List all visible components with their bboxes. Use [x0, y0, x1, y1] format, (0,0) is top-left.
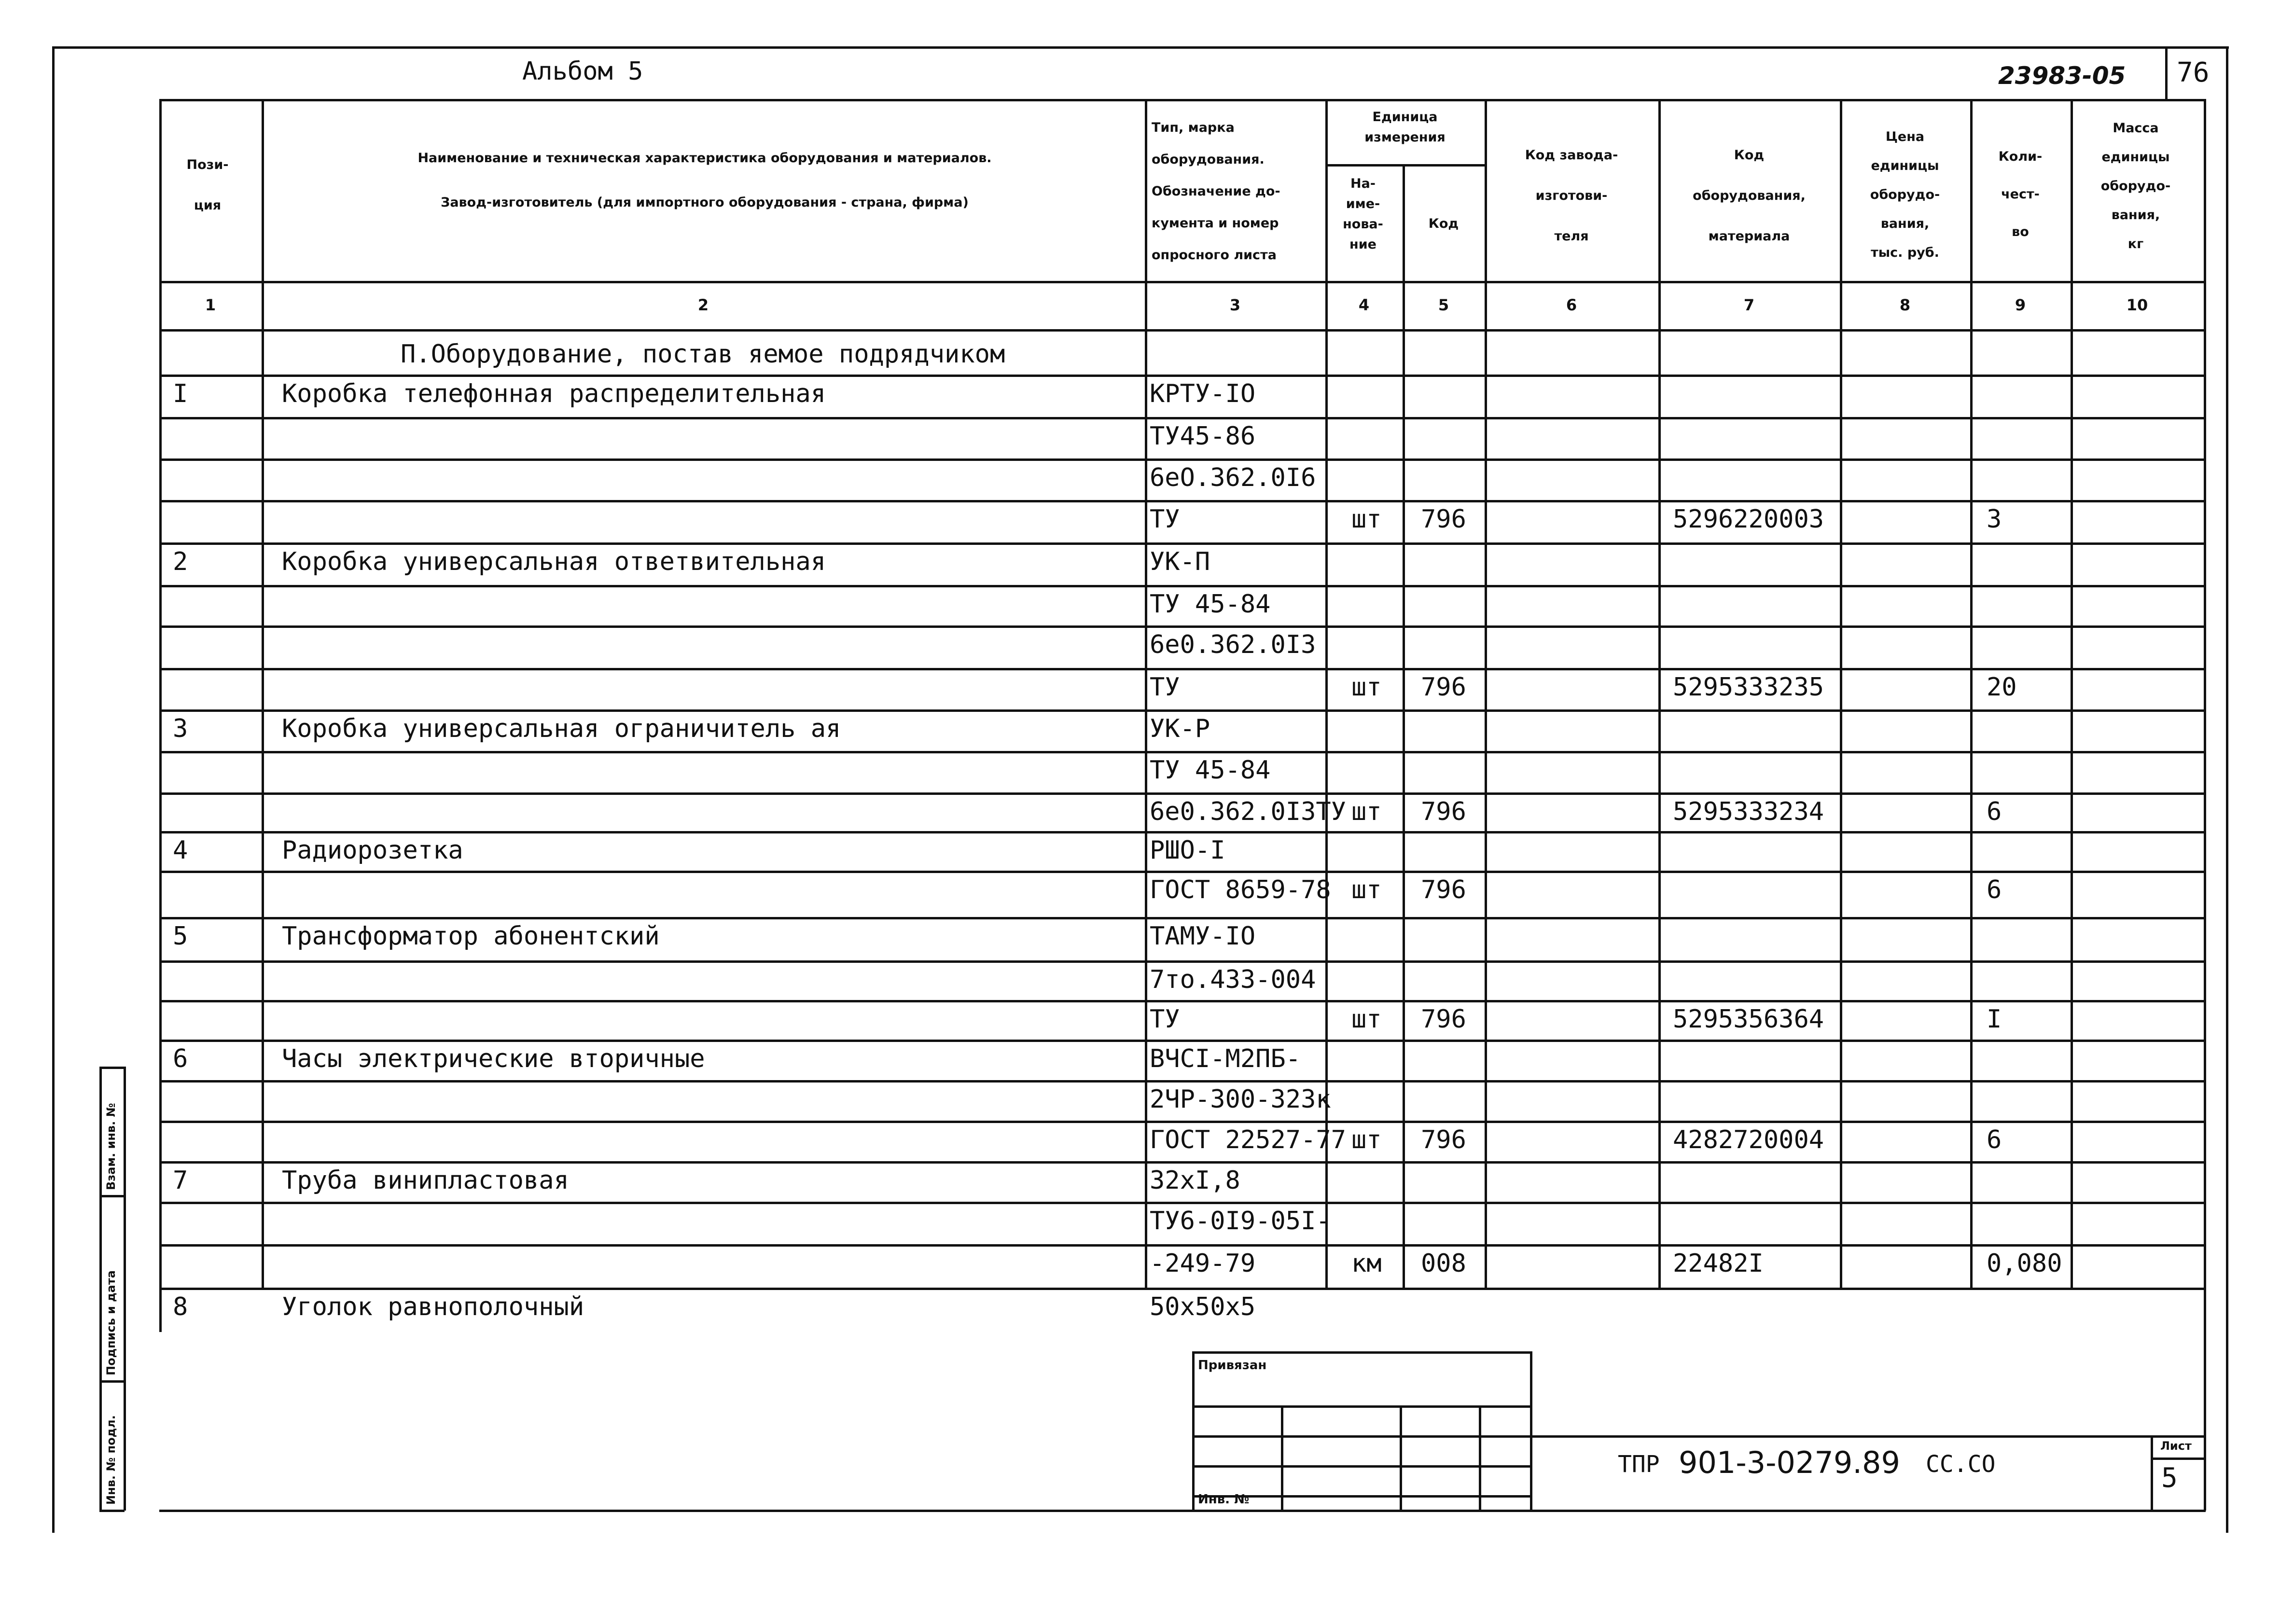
column-number: 2 — [697, 296, 709, 314]
header-unit-name: На- име- нова- ние — [1343, 176, 1383, 252]
row-qty: 0,080 — [1987, 1249, 2062, 1278]
row-position: 6 — [173, 1044, 188, 1073]
row-name: Часы электрические вторичные — [282, 1044, 705, 1073]
row-line — [159, 1121, 2204, 1123]
privyazan-label: Привязан — [1198, 1358, 1267, 1373]
row-qty: 6 — [1987, 1125, 2002, 1154]
stamp-col — [1479, 1405, 1481, 1511]
row-name: Трансформатор абонентский — [282, 922, 660, 951]
stamp-top — [1192, 1351, 1530, 1354]
sheet-box-left — [2151, 1435, 2153, 1511]
row-name: Коробка универсальная ответвительная — [282, 547, 826, 576]
row-qty: 6 — [1987, 875, 2002, 904]
row-line — [159, 917, 2204, 919]
side-box-left — [99, 1067, 102, 1511]
stamp-col — [1281, 1405, 1283, 1511]
side-box-div1 — [99, 1195, 125, 1197]
side-box-right — [124, 1067, 126, 1511]
row-line — [159, 500, 2204, 502]
row-position: 4 — [173, 836, 188, 865]
header-price: Цена единицы оборудо- вания, тыс. руб. — [1870, 129, 1940, 260]
row-type: ТУ45-86 — [1150, 422, 1256, 451]
column-line-7 — [1840, 99, 1842, 1288]
row-equip-code: 4282720004 — [1673, 1125, 1824, 1154]
row-name: Уголок равнополочный — [282, 1292, 584, 1321]
column-number: 10 — [2126, 296, 2148, 314]
section-title: П.Оборудование, постав яемое подрядчиком — [401, 340, 1005, 369]
doc-code: 901-3-0279.89 — [1679, 1445, 1900, 1480]
column-number: 1 — [205, 296, 216, 314]
row-unit-code: 796 — [1421, 797, 1466, 826]
row-line — [159, 1161, 2204, 1164]
row-position: 8 — [173, 1292, 188, 1321]
header-name-line2: Завод-изготовитель (для импортного оборудования - страна, фирма) — [441, 195, 969, 210]
header-qty: Коли- чест- во — [1998, 149, 2043, 239]
row-type: ТУ — [1150, 1005, 1180, 1034]
row-name: Радиорозетка — [282, 836, 463, 865]
archive-number: 23983-05 — [1998, 62, 2126, 90]
page-number-top: 76 — [2177, 57, 2210, 88]
stamp-right — [1530, 1351, 1532, 1511]
row-equip-code: 22482I — [1673, 1249, 1764, 1278]
row-type: 7то.433-004 — [1150, 965, 1316, 994]
row-equip-code: 5296220003 — [1673, 505, 1824, 534]
row-unit-code: 796 — [1421, 1005, 1466, 1034]
row-name: Коробка телефонная распределительная — [282, 379, 826, 408]
column-line-4 — [1403, 164, 1405, 1288]
row-unit: шт — [1351, 673, 1382, 702]
row-line — [159, 375, 2204, 377]
column-number: 4 — [1358, 296, 1370, 314]
row-type: ГОСТ 22527-77 — [1150, 1125, 1346, 1154]
header-type: Тип, марка оборудования. Обозначение до- кумента и номер опросного листа — [1152, 120, 1280, 263]
column-number: 7 — [1743, 296, 1755, 314]
side-box-bottom — [99, 1510, 125, 1512]
row-line — [159, 751, 2204, 753]
colnum-bottom-line — [159, 329, 2204, 332]
header-name-line1: Наименование и техническая характеристика оборудования и материалов. — [417, 151, 992, 166]
column-line-8 — [1970, 99, 1973, 1288]
row-type: ГОСТ 8659-78 — [1150, 875, 1331, 904]
row-qty: I — [1987, 1005, 2002, 1034]
row-type: ТУ 45-84 — [1150, 590, 1271, 619]
side-box-div2 — [99, 1380, 125, 1383]
sheet-box-mid — [2151, 1457, 2205, 1460]
row-unit: шт — [1351, 797, 1382, 826]
row-position: 7 — [173, 1166, 188, 1195]
row-line — [159, 1202, 2204, 1204]
row-qty: 3 — [1987, 505, 2002, 534]
row-line — [159, 417, 2204, 419]
doc-code-prefix: ТПР — [1618, 1451, 1660, 1478]
frame-left — [52, 46, 55, 1533]
row-type: ТУ6-0I9-05I- — [1150, 1207, 1331, 1235]
row-unit-code: 008 — [1421, 1249, 1466, 1278]
row-line — [159, 585, 2204, 587]
column-number: 3 — [1229, 296, 1241, 314]
row-type: 6еО.362.0I6 — [1150, 463, 1316, 492]
column-number: 5 — [1438, 296, 1449, 314]
row-type: ТАМУ-IO — [1150, 922, 1256, 951]
column-line-5 — [1485, 99, 1487, 1288]
header-unit: Единица измерения — [1364, 110, 1446, 145]
header-plant: Код завода- изготови- теля — [1525, 148, 1618, 244]
header-unit-code: Код — [1428, 216, 1459, 231]
header-equip-code: Код оборудования, материала — [1693, 148, 1806, 244]
row-line — [159, 871, 2204, 873]
row-equip-code: 5295333235 — [1673, 673, 1824, 702]
column-line-0 — [159, 99, 162, 1332]
unit-split-line — [1325, 164, 1485, 167]
album-title: Альбом 5 — [522, 57, 643, 86]
row-name: Коробка универсальная ограничитель ая — [282, 714, 841, 743]
row-line — [159, 709, 2204, 712]
side-label-podpis: Подпись и дата — [104, 1270, 118, 1375]
row-type: ВЧСI-М2ПБ- — [1150, 1044, 1301, 1073]
row-equip-code: 5295356364 — [1673, 1005, 1824, 1034]
row-position: 5 — [173, 922, 188, 951]
row-type: 6е0.362.0I3 — [1150, 630, 1316, 659]
row-type: УК-П — [1150, 547, 1210, 576]
column-line-9 — [2071, 99, 2073, 1288]
inv-no-label: Инв. № — [1198, 1492, 1250, 1507]
side-box-top — [99, 1067, 125, 1069]
frame-top — [52, 46, 2229, 49]
row-line — [159, 458, 2204, 461]
row-type: УК-Р — [1150, 714, 1210, 743]
row-unit-code: 796 — [1421, 1125, 1466, 1154]
header-mass: Масса единицы оборудо- вания, кг — [2100, 121, 2171, 251]
row-line — [159, 542, 2204, 545]
row-qty: 20 — [1987, 673, 2017, 702]
row-line — [159, 625, 2204, 628]
row-position: 3 — [173, 714, 188, 743]
row-unit: шт — [1351, 1125, 1382, 1154]
row-type: 50х50х5 — [1150, 1292, 1256, 1321]
column-number: 9 — [2015, 296, 2026, 314]
frame-right — [2226, 46, 2228, 1533]
title-block-top — [1529, 1435, 2205, 1438]
row-line — [159, 1040, 2204, 1042]
row-type: ТУ 45-84 — [1150, 756, 1271, 785]
header-bottom-line — [159, 281, 2204, 283]
stamp-left — [1192, 1351, 1195, 1511]
row-line — [159, 1080, 2204, 1083]
column-line-6 — [1658, 99, 1661, 1288]
row-equip-code: 5295333234 — [1673, 797, 1824, 826]
doc-suffix: СС.СО — [1926, 1451, 1996, 1478]
table-top-line — [159, 99, 2204, 101]
row-line — [159, 792, 2204, 795]
row-line — [159, 1244, 2204, 1247]
row-unit-code: 796 — [1421, 505, 1466, 534]
header-pos: Пози- ция — [186, 157, 229, 213]
row-unit: шт — [1351, 875, 1382, 904]
stamp-col — [1400, 1405, 1402, 1511]
row-name: Труба винипластовая — [282, 1166, 569, 1195]
row-type: -249-79 — [1150, 1249, 1256, 1278]
side-label-vzam: Взам. инв. № — [104, 1103, 118, 1190]
column-line-2 — [1145, 99, 1147, 1288]
table-right-lower — [2204, 1332, 2206, 1511]
side-label-inv-podl: Инв. № подл. — [104, 1415, 118, 1505]
row-line — [159, 831, 2204, 833]
row-type: ТУ — [1150, 505, 1180, 534]
column-line-1 — [262, 99, 264, 1288]
row-unit-code: 796 — [1421, 673, 1466, 702]
column-number: 8 — [1899, 296, 1911, 314]
row-type: 32хI,8 — [1150, 1166, 1240, 1195]
sheet-number: 5 — [2161, 1462, 2178, 1494]
row-unit: шт — [1351, 505, 1382, 534]
column-line-10 — [2204, 99, 2206, 1332]
stamp-bottom-line — [159, 1510, 2206, 1512]
row-position: 2 — [173, 547, 188, 576]
table-body-bottom — [159, 1288, 2204, 1290]
row-type: 2ЧР-300-323к — [1150, 1085, 1331, 1114]
page-number-divider — [2165, 46, 2168, 100]
row-unit: шт — [1351, 1005, 1382, 1034]
row-type: РШО-I — [1150, 836, 1225, 865]
column-number: 6 — [1566, 296, 1577, 314]
row-line — [159, 960, 2204, 963]
row-unit-code: 796 — [1421, 875, 1466, 904]
row-type: КРТУ-IO — [1150, 379, 1256, 408]
row-qty: 6 — [1987, 797, 2002, 826]
row-line — [159, 668, 2204, 670]
row-line — [159, 1000, 2204, 1002]
row-type: ТУ — [1150, 673, 1180, 702]
sheet-label: Лист — [2160, 1439, 2192, 1453]
row-type: 6е0.362.0I3ТУ — [1150, 797, 1346, 826]
row-unit: км — [1351, 1249, 1382, 1278]
row-position: I — [173, 379, 188, 408]
